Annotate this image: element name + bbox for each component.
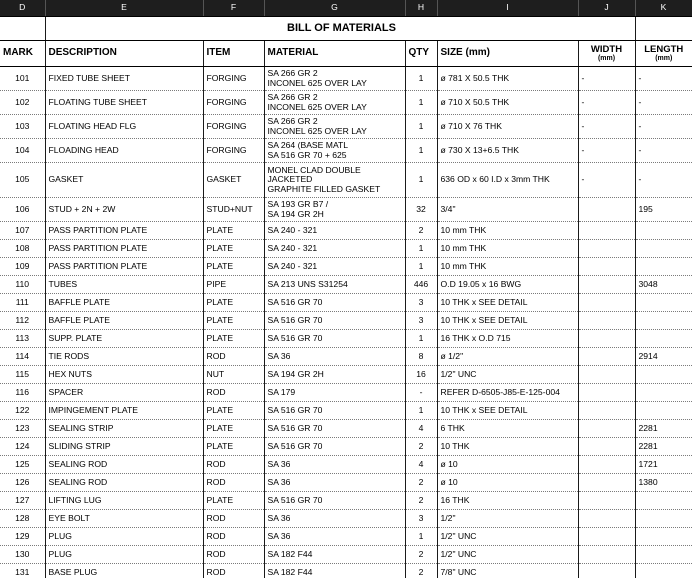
cell-width[interactable] — [578, 402, 635, 420]
cell-material[interactable] — [264, 384, 405, 402]
cell-qty[interactable]: 3 — [405, 510, 437, 528]
cell-width[interactable] — [578, 420, 635, 438]
cell-size[interactable]: 636 OD x 60 I.D x 3mm THK — [437, 163, 578, 198]
cell-description[interactable]: SLIDING STRIP — [45, 438, 203, 456]
material-line: SA 193 GR B7 / — [267, 199, 329, 210]
cell-size[interactable]: 10 mm THK — [437, 240, 578, 258]
cell-description[interactable]: HEX NUTS — [45, 366, 203, 384]
cell-qty[interactable]: 1 — [405, 139, 437, 163]
cell-mark[interactable]: 124 — [0, 438, 45, 456]
cell-qty[interactable]: 32 — [405, 198, 437, 222]
cell-size[interactable]: 7/8" UNC — [437, 564, 578, 578]
cell-mark[interactable]: 112 — [0, 312, 45, 330]
material-line: SA 194 GR 2H — [267, 368, 324, 379]
cell-length[interactable]: 1380 — [635, 474, 692, 492]
cell-description[interactable]: LIFTING LUG — [45, 492, 203, 510]
table-row — [0, 456, 692, 474]
material-line: SA 516 GR 70 — [267, 404, 323, 415]
cell-size[interactable]: 1/2" — [437, 510, 578, 528]
cell-qty[interactable]: 1 — [405, 240, 437, 258]
cell-material[interactable] — [264, 163, 405, 198]
cell-material[interactable] — [264, 91, 405, 115]
cell-qty[interactable]: 2 — [405, 474, 437, 492]
cell-item[interactable]: PLATE — [203, 492, 264, 510]
table-header-row — [0, 41, 692, 67]
cell-qty[interactable]: 1 — [405, 402, 437, 420]
cell-size[interactable]: ø 710 X 76 THK — [437, 115, 578, 139]
material-line: SA 240 - 321 — [267, 260, 318, 271]
cell-length[interactable] — [635, 402, 692, 420]
cell-item[interactable]: ROD — [203, 384, 264, 402]
cell-qty[interactable]: 1 — [405, 91, 437, 115]
cell-mark[interactable]: 126 — [0, 474, 45, 492]
cell-description[interactable]: PASS PARTITION PLATE — [45, 258, 203, 276]
table-row — [0, 420, 692, 438]
cell-size[interactable]: 16 THK — [437, 492, 578, 510]
cell-qty[interactable]: 2 — [405, 546, 437, 564]
cell-description[interactable]: FLOATING TUBE SHEET — [45, 91, 203, 115]
cell-material[interactable] — [264, 474, 405, 492]
cell-width[interactable] — [578, 222, 635, 240]
cell-width[interactable] — [578, 474, 635, 492]
cell-item[interactable]: STUD+NUT — [203, 198, 264, 222]
cell-length[interactable]: 3048 — [635, 276, 692, 294]
material-line: SA 516 GR 70 — [267, 296, 323, 307]
cell-description[interactable]: TUBES — [45, 276, 203, 294]
cell-size[interactable]: 10 THK x SEE DETAIL — [437, 294, 578, 312]
table-row — [0, 330, 692, 348]
cell-length[interactable]: - — [635, 115, 692, 139]
cell-item[interactable]: FORGING — [203, 139, 264, 163]
cell-length[interactable] — [635, 528, 692, 546]
cell-length[interactable] — [635, 546, 692, 564]
cell-material[interactable] — [264, 198, 405, 222]
cell-material[interactable] — [264, 366, 405, 384]
table-row — [0, 474, 692, 492]
material-line: SA 36 — [267, 350, 291, 361]
header-width-unit: (mm) — [597, 54, 616, 62]
cell-material[interactable] — [264, 402, 405, 420]
material-line: INCONEL 625 OVER LAY — [267, 101, 367, 112]
cell-item[interactable]: ROD — [203, 474, 264, 492]
header-material[interactable]: MATERIAL — [264, 41, 405, 67]
cell-qty[interactable]: 2 — [405, 492, 437, 510]
material-line: SA 516 GR 70 — [267, 494, 323, 505]
cell-description[interactable]: FLOADING HEAD — [45, 139, 203, 163]
sheet-title[interactable]: BILL OF MATERIALS — [45, 17, 635, 41]
cell-description[interactable]: GASKET — [45, 163, 203, 198]
cell-item[interactable]: ROD — [203, 546, 264, 564]
table-row — [0, 510, 692, 528]
cell-description[interactable]: SEALING ROD — [45, 474, 203, 492]
cell-description[interactable]: EYE BOLT — [45, 510, 203, 528]
cell-mark[interactable]: 101 — [0, 67, 45, 91]
cell-item[interactable]: FORGING — [203, 115, 264, 139]
cell-description[interactable]: SEALING STRIP — [45, 420, 203, 438]
cell-width[interactable] — [578, 312, 635, 330]
cell-size[interactable]: ø 10 — [437, 456, 578, 474]
cell-description[interactable]: PLUG — [45, 528, 203, 546]
table-row — [0, 258, 692, 276]
cell-width[interactable] — [578, 348, 635, 366]
cell-width[interactable] — [578, 528, 635, 546]
material-line: SA 213 UNS S31254 — [267, 278, 348, 289]
header-length-unit: (mm) — [655, 54, 673, 62]
column-header[interactable]: I — [437, 0, 578, 17]
cell-length[interactable] — [635, 294, 692, 312]
cell-mark[interactable]: 107 — [0, 222, 45, 240]
cell-description[interactable]: PLUG — [45, 546, 203, 564]
cell-material[interactable] — [264, 348, 405, 366]
cell-mark[interactable]: 128 — [0, 510, 45, 528]
column-header[interactable]: H — [405, 0, 437, 17]
cell-width[interactable] — [578, 510, 635, 528]
cell-length[interactable] — [635, 366, 692, 384]
material-line: SA 264 (BASE MATL — [267, 140, 349, 151]
cell-material[interactable] — [264, 222, 405, 240]
cell-qty[interactable]: 1 — [405, 115, 437, 139]
material-line: SA 516 GR 70 — [267, 440, 323, 451]
cell-qty[interactable]: 3 — [405, 312, 437, 330]
cell-qty[interactable]: 3 — [405, 294, 437, 312]
header-size[interactable]: SIZE (mm) — [437, 41, 578, 67]
cell-item[interactable]: PLATE — [203, 312, 264, 330]
material-line: SA 36 — [267, 476, 291, 487]
cell-description[interactable]: IMPINGEMENT PLATE — [45, 402, 203, 420]
cell-item[interactable]: PLATE — [203, 402, 264, 420]
cell-description[interactable]: PASS PARTITION PLATE — [45, 222, 203, 240]
cell[interactable] — [635, 17, 692, 41]
cell-size[interactable]: ø 710 X 50.5 THK — [437, 91, 578, 115]
cell-length[interactable]: - — [635, 91, 692, 115]
cell-mark[interactable]: 114 — [0, 348, 45, 366]
header-mark[interactable]: MARK — [0, 41, 45, 67]
material-line: SA 179 — [267, 386, 296, 397]
cell-item[interactable]: ROD — [203, 456, 264, 474]
cell-item[interactable]: ROD — [203, 348, 264, 366]
cell-length[interactable]: 2914 — [635, 348, 692, 366]
cell-size[interactable]: ø 781 X 50.5 THK — [437, 67, 578, 91]
cell-material[interactable] — [264, 564, 405, 578]
cell-width[interactable]: - — [578, 91, 635, 115]
column-header[interactable]: D — [0, 0, 45, 17]
header-qty[interactable]: QTY — [405, 41, 437, 67]
cell-mark[interactable]: 125 — [0, 456, 45, 474]
table-row — [0, 312, 692, 330]
cell-length[interactable]: - — [635, 163, 692, 198]
cell-length[interactable] — [635, 312, 692, 330]
table-row — [0, 139, 692, 163]
cell-description[interactable]: BAFFLE PLATE — [45, 312, 203, 330]
cell-size[interactable]: 10 THK — [437, 438, 578, 456]
cell-material[interactable] — [264, 115, 405, 139]
cell-size[interactable]: ø 10 — [437, 474, 578, 492]
table-row — [0, 115, 692, 139]
cell-material[interactable] — [264, 276, 405, 294]
cell-qty[interactable]: 1 — [405, 528, 437, 546]
table-row — [0, 222, 692, 240]
column-header-row — [0, 0, 692, 17]
cell-width[interactable]: - — [578, 139, 635, 163]
table-row — [0, 67, 692, 91]
cell-description[interactable]: STUD + 2N + 2W — [45, 198, 203, 222]
cell-length[interactable]: 2281 — [635, 438, 692, 456]
cell-width[interactable] — [578, 258, 635, 276]
cell-description[interactable]: FIXED TUBE SHEET — [45, 67, 203, 91]
cell-width[interactable] — [578, 294, 635, 312]
table-row — [0, 91, 692, 115]
cell-mark[interactable]: 102 — [0, 91, 45, 115]
cell-mark[interactable]: 106 — [0, 198, 45, 222]
cell-size[interactable]: 1/2" UNC — [437, 528, 578, 546]
cell-size[interactable]: 6 THK — [437, 420, 578, 438]
cell-length[interactable]: - — [635, 139, 692, 163]
cell-item[interactable]: PLATE — [203, 438, 264, 456]
cell-item[interactable]: ROD — [203, 528, 264, 546]
cell-width[interactable] — [578, 384, 635, 402]
cell-size[interactable]: 1/2" UNC — [437, 366, 578, 384]
cell-description[interactable]: SEALING ROD — [45, 456, 203, 474]
cell-mark[interactable]: 127 — [0, 492, 45, 510]
cell-mark[interactable]: 110 — [0, 276, 45, 294]
cell-mark[interactable]: 116 — [0, 384, 45, 402]
cell-description[interactable]: BASE PLUG — [45, 564, 203, 578]
cell-mark[interactable]: 108 — [0, 240, 45, 258]
header-length-label: LENGTH — [644, 43, 684, 55]
cell-item[interactable]: NUT — [203, 366, 264, 384]
cell-item[interactable]: GASKET — [203, 163, 264, 198]
header-description[interactable]: DESCRIPTION — [45, 41, 203, 67]
cell-qty[interactable]: - — [405, 384, 437, 402]
cell-width[interactable] — [578, 366, 635, 384]
table-row — [0, 528, 692, 546]
column-header[interactable]: G — [264, 0, 405, 17]
cell-size[interactable]: 10 THK x SEE DETAIL — [437, 402, 578, 420]
cell-description[interactable]: SUPP. PLATE — [45, 330, 203, 348]
cell-qty[interactable]: 4 — [405, 456, 437, 474]
table-row — [0, 384, 692, 402]
cell-mark[interactable]: 113 — [0, 330, 45, 348]
cell-qty[interactable]: 1 — [405, 67, 437, 91]
column-header[interactable]: J — [578, 0, 635, 17]
cell-length[interactable]: 2281 — [635, 420, 692, 438]
table-row — [0, 198, 692, 222]
cell-item[interactable]: PLATE — [203, 222, 264, 240]
cell-length[interactable] — [635, 564, 692, 578]
cell-material[interactable] — [264, 67, 405, 91]
cell-qty[interactable]: 2 — [405, 222, 437, 240]
material-line: SA 516 GR 70 — [267, 314, 323, 325]
material-line: SA 266 GR 2 — [267, 68, 318, 79]
material-line: JACKETED — [267, 174, 313, 185]
cell-material[interactable] — [264, 438, 405, 456]
cell-mark[interactable]: 105 — [0, 163, 45, 198]
cell-width[interactable] — [578, 276, 635, 294]
table-row — [0, 492, 692, 510]
material-line: SA 516 GR 70 + 625 — [267, 149, 347, 160]
material-line: SA 194 GR 2H — [267, 208, 324, 219]
material-line: INCONEL 625 OVER LAY — [267, 125, 367, 136]
cell-material[interactable] — [264, 492, 405, 510]
cell-material[interactable] — [264, 139, 405, 163]
cell-size[interactable]: ø 730 X 13+6.5 THK — [437, 139, 578, 163]
cell-qty[interactable]: 446 — [405, 276, 437, 294]
column-header[interactable]: F — [203, 0, 264, 17]
cell-qty[interactable]: 16 — [405, 366, 437, 384]
table-row — [0, 294, 692, 312]
cell-mark[interactable]: 103 — [0, 115, 45, 139]
cell-width[interactable] — [578, 546, 635, 564]
cell-description[interactable]: BAFFLE PLATE — [45, 294, 203, 312]
cell-mark[interactable]: 115 — [0, 366, 45, 384]
cell[interactable] — [0, 17, 45, 41]
material-line: SA 266 GR 2 — [267, 92, 318, 103]
table-row — [0, 276, 692, 294]
cell-qty[interactable]: 2 — [405, 564, 437, 578]
material-line: SA 182 F44 — [267, 566, 313, 577]
cell-width[interactable] — [578, 240, 635, 258]
cell-item[interactable]: PLATE — [203, 258, 264, 276]
cell-description[interactable]: PASS PARTITION PLATE — [45, 240, 203, 258]
header-width[interactable] — [578, 41, 635, 67]
cell-mark[interactable]: 129 — [0, 528, 45, 546]
cell-mark[interactable]: 111 — [0, 294, 45, 312]
cell-item[interactable]: PLATE — [203, 294, 264, 312]
cell-qty[interactable]: 1 — [405, 258, 437, 276]
cell-material[interactable] — [264, 456, 405, 474]
header-item[interactable]: ITEM — [203, 41, 264, 67]
cell-item[interactable]: PLATE — [203, 240, 264, 258]
cell-width[interactable] — [578, 456, 635, 474]
cell-description[interactable]: SPACER — [45, 384, 203, 402]
cell-qty[interactable]: 8 — [405, 348, 437, 366]
cell-mark[interactable]: 123 — [0, 420, 45, 438]
cell-length[interactable]: 1721 — [635, 456, 692, 474]
table-row — [0, 348, 692, 366]
cell-material[interactable] — [264, 510, 405, 528]
cell-width[interactable] — [578, 492, 635, 510]
cell-mark[interactable]: 131 — [0, 564, 45, 578]
table-row — [0, 163, 692, 198]
cell-length[interactable] — [635, 330, 692, 348]
cell-material[interactable] — [264, 420, 405, 438]
cell-mark[interactable]: 122 — [0, 402, 45, 420]
cell-material[interactable] — [264, 240, 405, 258]
cell-width[interactable] — [578, 564, 635, 578]
cell-qty[interactable]: 4 — [405, 420, 437, 438]
cell-width[interactable]: - — [578, 163, 635, 198]
cell-length[interactable] — [635, 510, 692, 528]
cell-material[interactable] — [264, 312, 405, 330]
cell-length[interactable] — [635, 222, 692, 240]
cell-material[interactable] — [264, 330, 405, 348]
cell-size[interactable]: 16 THK x O.D 715 — [437, 330, 578, 348]
material-line: GRAPHITE FILLED GASKET — [267, 183, 381, 194]
table-row — [0, 438, 692, 456]
material-line: SA 36 — [267, 512, 291, 523]
cell-qty[interactable]: 1 — [405, 163, 437, 198]
cell-description[interactable]: FLOATING HEAD FLG — [45, 115, 203, 139]
cell-item[interactable]: FORGING — [203, 67, 264, 91]
cell-width[interactable] — [578, 198, 635, 222]
cell-mark[interactable]: 104 — [0, 139, 45, 163]
cell-length[interactable] — [635, 492, 692, 510]
cell-material[interactable] — [264, 528, 405, 546]
material-line: SA 516 GR 70 — [267, 332, 323, 343]
table-row — [0, 240, 692, 258]
cell-width[interactable]: - — [578, 115, 635, 139]
cell-size[interactable]: 1/2" UNC — [437, 546, 578, 564]
cell-item[interactable]: ROD — [203, 510, 264, 528]
cell-size[interactable]: O.D 19.05 x 16 BWG — [437, 276, 578, 294]
cell-material[interactable] — [264, 258, 405, 276]
cell-size[interactable]: 3/4" — [437, 198, 578, 222]
column-header[interactable]: K — [635, 0, 692, 17]
cell-item[interactable]: PIPE — [203, 276, 264, 294]
table-row — [0, 366, 692, 384]
material-line: SA 36 — [267, 458, 291, 469]
cell-width[interactable] — [578, 438, 635, 456]
header-length[interactable] — [635, 41, 692, 67]
cell-description[interactable]: TIE RODS — [45, 348, 203, 366]
title-row — [0, 17, 692, 41]
cell-qty[interactable]: 2 — [405, 438, 437, 456]
cell-mark[interactable]: 109 — [0, 258, 45, 276]
material-line: SA 240 - 321 — [267, 224, 318, 235]
cell-size[interactable]: 10 mm THK — [437, 222, 578, 240]
cell-item[interactable]: PLATE — [203, 420, 264, 438]
cell-length[interactable] — [635, 240, 692, 258]
cell-width[interactable] — [578, 330, 635, 348]
cell-length[interactable] — [635, 258, 692, 276]
column-header[interactable]: E — [45, 0, 203, 17]
cell-material[interactable] — [264, 546, 405, 564]
table-row — [0, 402, 692, 420]
cell-length[interactable]: - — [635, 67, 692, 91]
cell-width[interactable]: - — [578, 67, 635, 91]
header-width-label: WIDTH — [590, 43, 623, 55]
material-line: SA 182 F44 — [267, 548, 313, 559]
cell-mark[interactable]: 130 — [0, 546, 45, 564]
material-line: SA 516 GR 70 — [267, 422, 323, 433]
table-row — [0, 546, 692, 564]
cell-size[interactable]: ø 1/2" — [437, 348, 578, 366]
table-row — [0, 564, 692, 578]
cell-size[interactable]: 10 mm THK — [437, 258, 578, 276]
cell-item[interactable]: PLATE — [203, 330, 264, 348]
material-line: MONEL CLAD DOUBLE — [267, 165, 361, 176]
cell-length[interactable] — [635, 384, 692, 402]
material-line: SA 240 - 321 — [267, 242, 318, 253]
cell-item[interactable]: FORGING — [203, 91, 264, 115]
material-line: SA 36 — [267, 530, 291, 541]
material-line: SA 266 GR 2 — [267, 116, 318, 127]
cell-size[interactable]: REFER D-6505-J85-E-125-004 — [437, 384, 578, 402]
cell-material[interactable] — [264, 294, 405, 312]
cell-qty[interactable]: 1 — [405, 330, 437, 348]
cell-item[interactable]: ROD — [203, 564, 264, 578]
material-line: INCONEL 625 OVER LAY — [267, 77, 367, 88]
cell-size[interactable]: 10 THK x SEE DETAIL — [437, 312, 578, 330]
cell-length[interactable]: 195 — [635, 198, 692, 222]
